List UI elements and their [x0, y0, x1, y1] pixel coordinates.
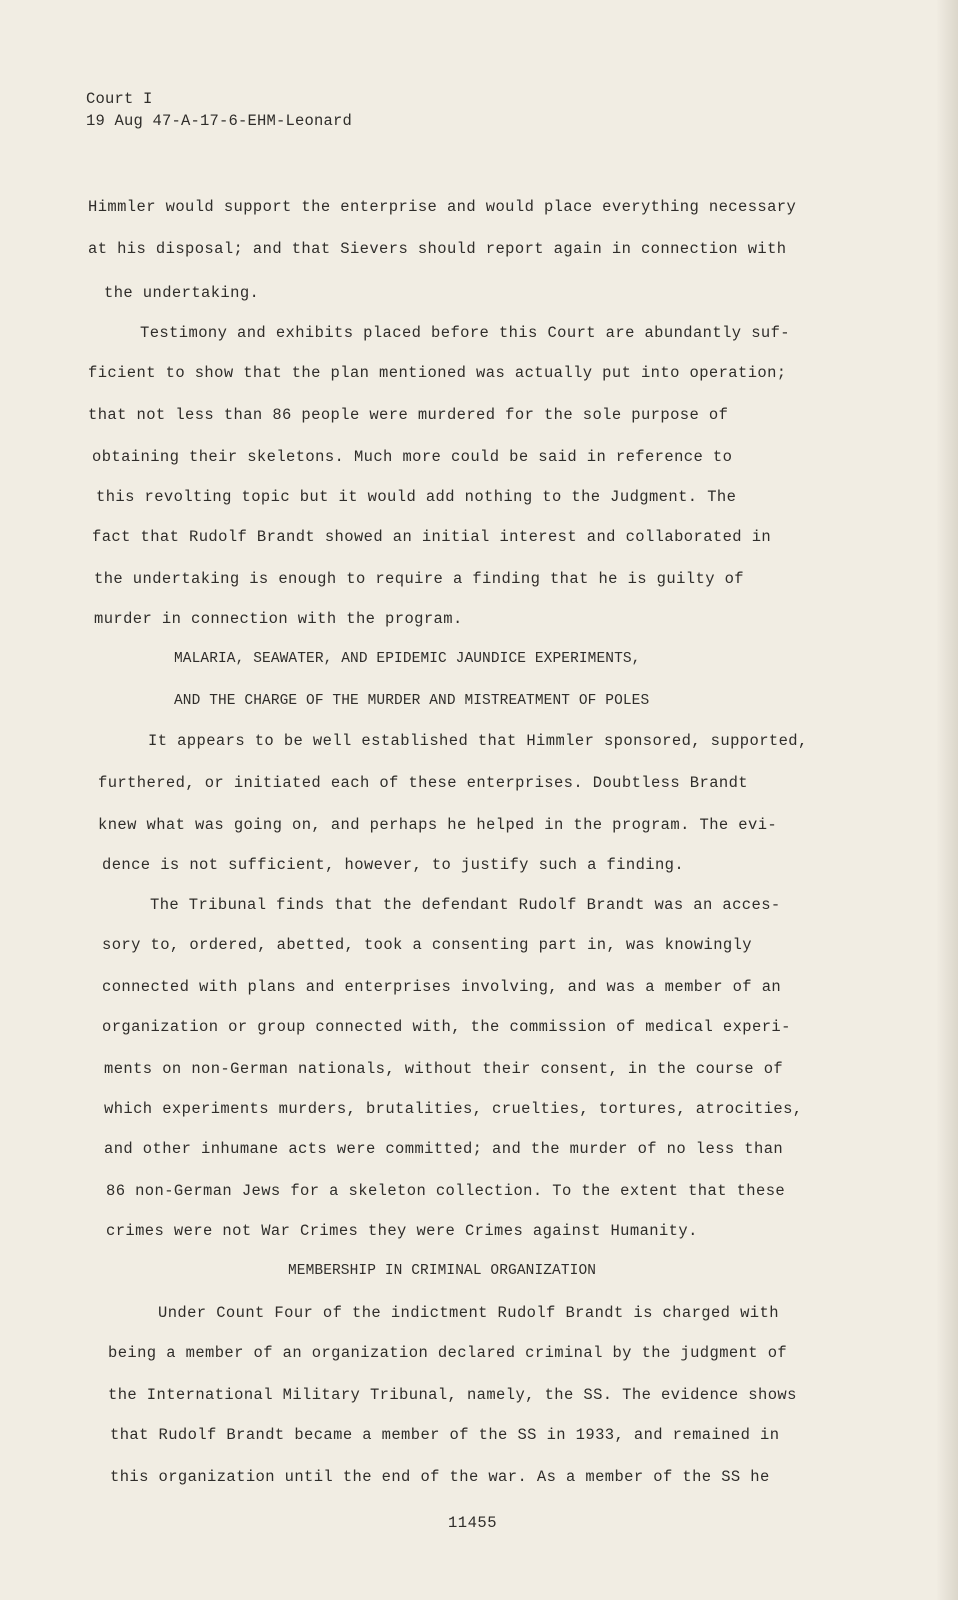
text-line: this revolting topic but it would add nothing to the Judgment. The: [96, 488, 737, 506]
document-header: [86, 88, 352, 132]
text-line: ments on non-German nationals, without their consent, in the course of: [104, 1060, 784, 1078]
reference-code: 19 Aug 47-A-17-6-EHM-Leonard: [86, 112, 353, 130]
text-line: knew what was going on, and perhaps he helped in the program. The evi-: [98, 816, 778, 834]
paragraph-start-line: Testimony and exhibits placed before this Court are abundantly suf-: [140, 324, 791, 342]
text-line: this organization until the end of the war. As a member of the SS he: [110, 1468, 770, 1486]
text-line: 86 non-German Jews for a skeleton collection. To the extent that these: [106, 1182, 786, 1200]
text-line: organization or group connected with, the commission of medical experi-: [102, 1018, 791, 1036]
text-line: dence is not sufficient, however, to justify such a finding.: [102, 856, 685, 874]
court-label: Court I: [86, 90, 153, 108]
text-line: and other inhumane acts were committed; and the murder of no less than: [104, 1140, 784, 1158]
paragraph-start-line: Under Count Four of the indictment Rudolf Brandt is charged with: [158, 1304, 779, 1322]
section-heading: MEMBERSHIP IN CRIMINAL ORGANIZATION: [288, 1263, 597, 1279]
text-line: that Rudolf Brandt became a member of the SS in 1933, and remained in: [110, 1426, 780, 1444]
text-line: fact that Rudolf Brandt showed an initial interest and collaborated in: [92, 528, 772, 546]
text-line: being a member of an organization declared criminal by the judgment of: [108, 1344, 788, 1362]
text-line: sory to, ordered, abetted, took a consenting part in, was knowingly: [102, 936, 753, 954]
page-number: 11455: [448, 1514, 498, 1532]
page-edge-shadow: [936, 0, 958, 1600]
section-heading: MALARIA, SEAWATER, AND EPIDEMIC JAUNDICE EXPERIMENTS,: [174, 651, 641, 667]
paragraph-start-line: It appears to be well established that Himmler sponsored, supported,: [148, 732, 808, 750]
text-line: connected with plans and enterprises involving, and was a member of an: [102, 978, 782, 996]
text-line: Himmler would support the enterprise and would place everything necessary: [88, 198, 797, 216]
text-line: the undertaking is enough to require a finding that he is guilty of: [94, 570, 745, 588]
text-line: that not less than 86 people were murdered for the sole purpose of: [88, 406, 729, 424]
text-line: crimes were not War Crimes they were Crimes against Humanity.: [106, 1222, 698, 1240]
text-line: obtaining their skeletons. Much more could be said in reference to: [92, 448, 733, 466]
text-line: the International Military Tribunal, namely, the SS. The evidence shows: [108, 1386, 797, 1404]
text-line: the undertaking.: [104, 284, 260, 302]
text-line: ficient to show that the plan mentioned was actually put into operation;: [88, 364, 787, 382]
section-heading: AND THE CHARGE OF THE MURDER AND MISTREATMENT OF POLES: [174, 693, 650, 709]
text-line: furthered, or initiated each of these enterprises. Doubtless Brandt: [98, 774, 749, 792]
text-line: which experiments murders, brutalities, cruelties, tortures, atrocities,: [104, 1100, 803, 1118]
paragraph-start-line: The Tribunal finds that the defendant Rudolf Brandt was an acces-: [150, 896, 781, 914]
text-line: murder in connection with the program.: [94, 610, 463, 628]
text-line: at his disposal; and that Sievers should report again in connection with: [88, 240, 787, 258]
